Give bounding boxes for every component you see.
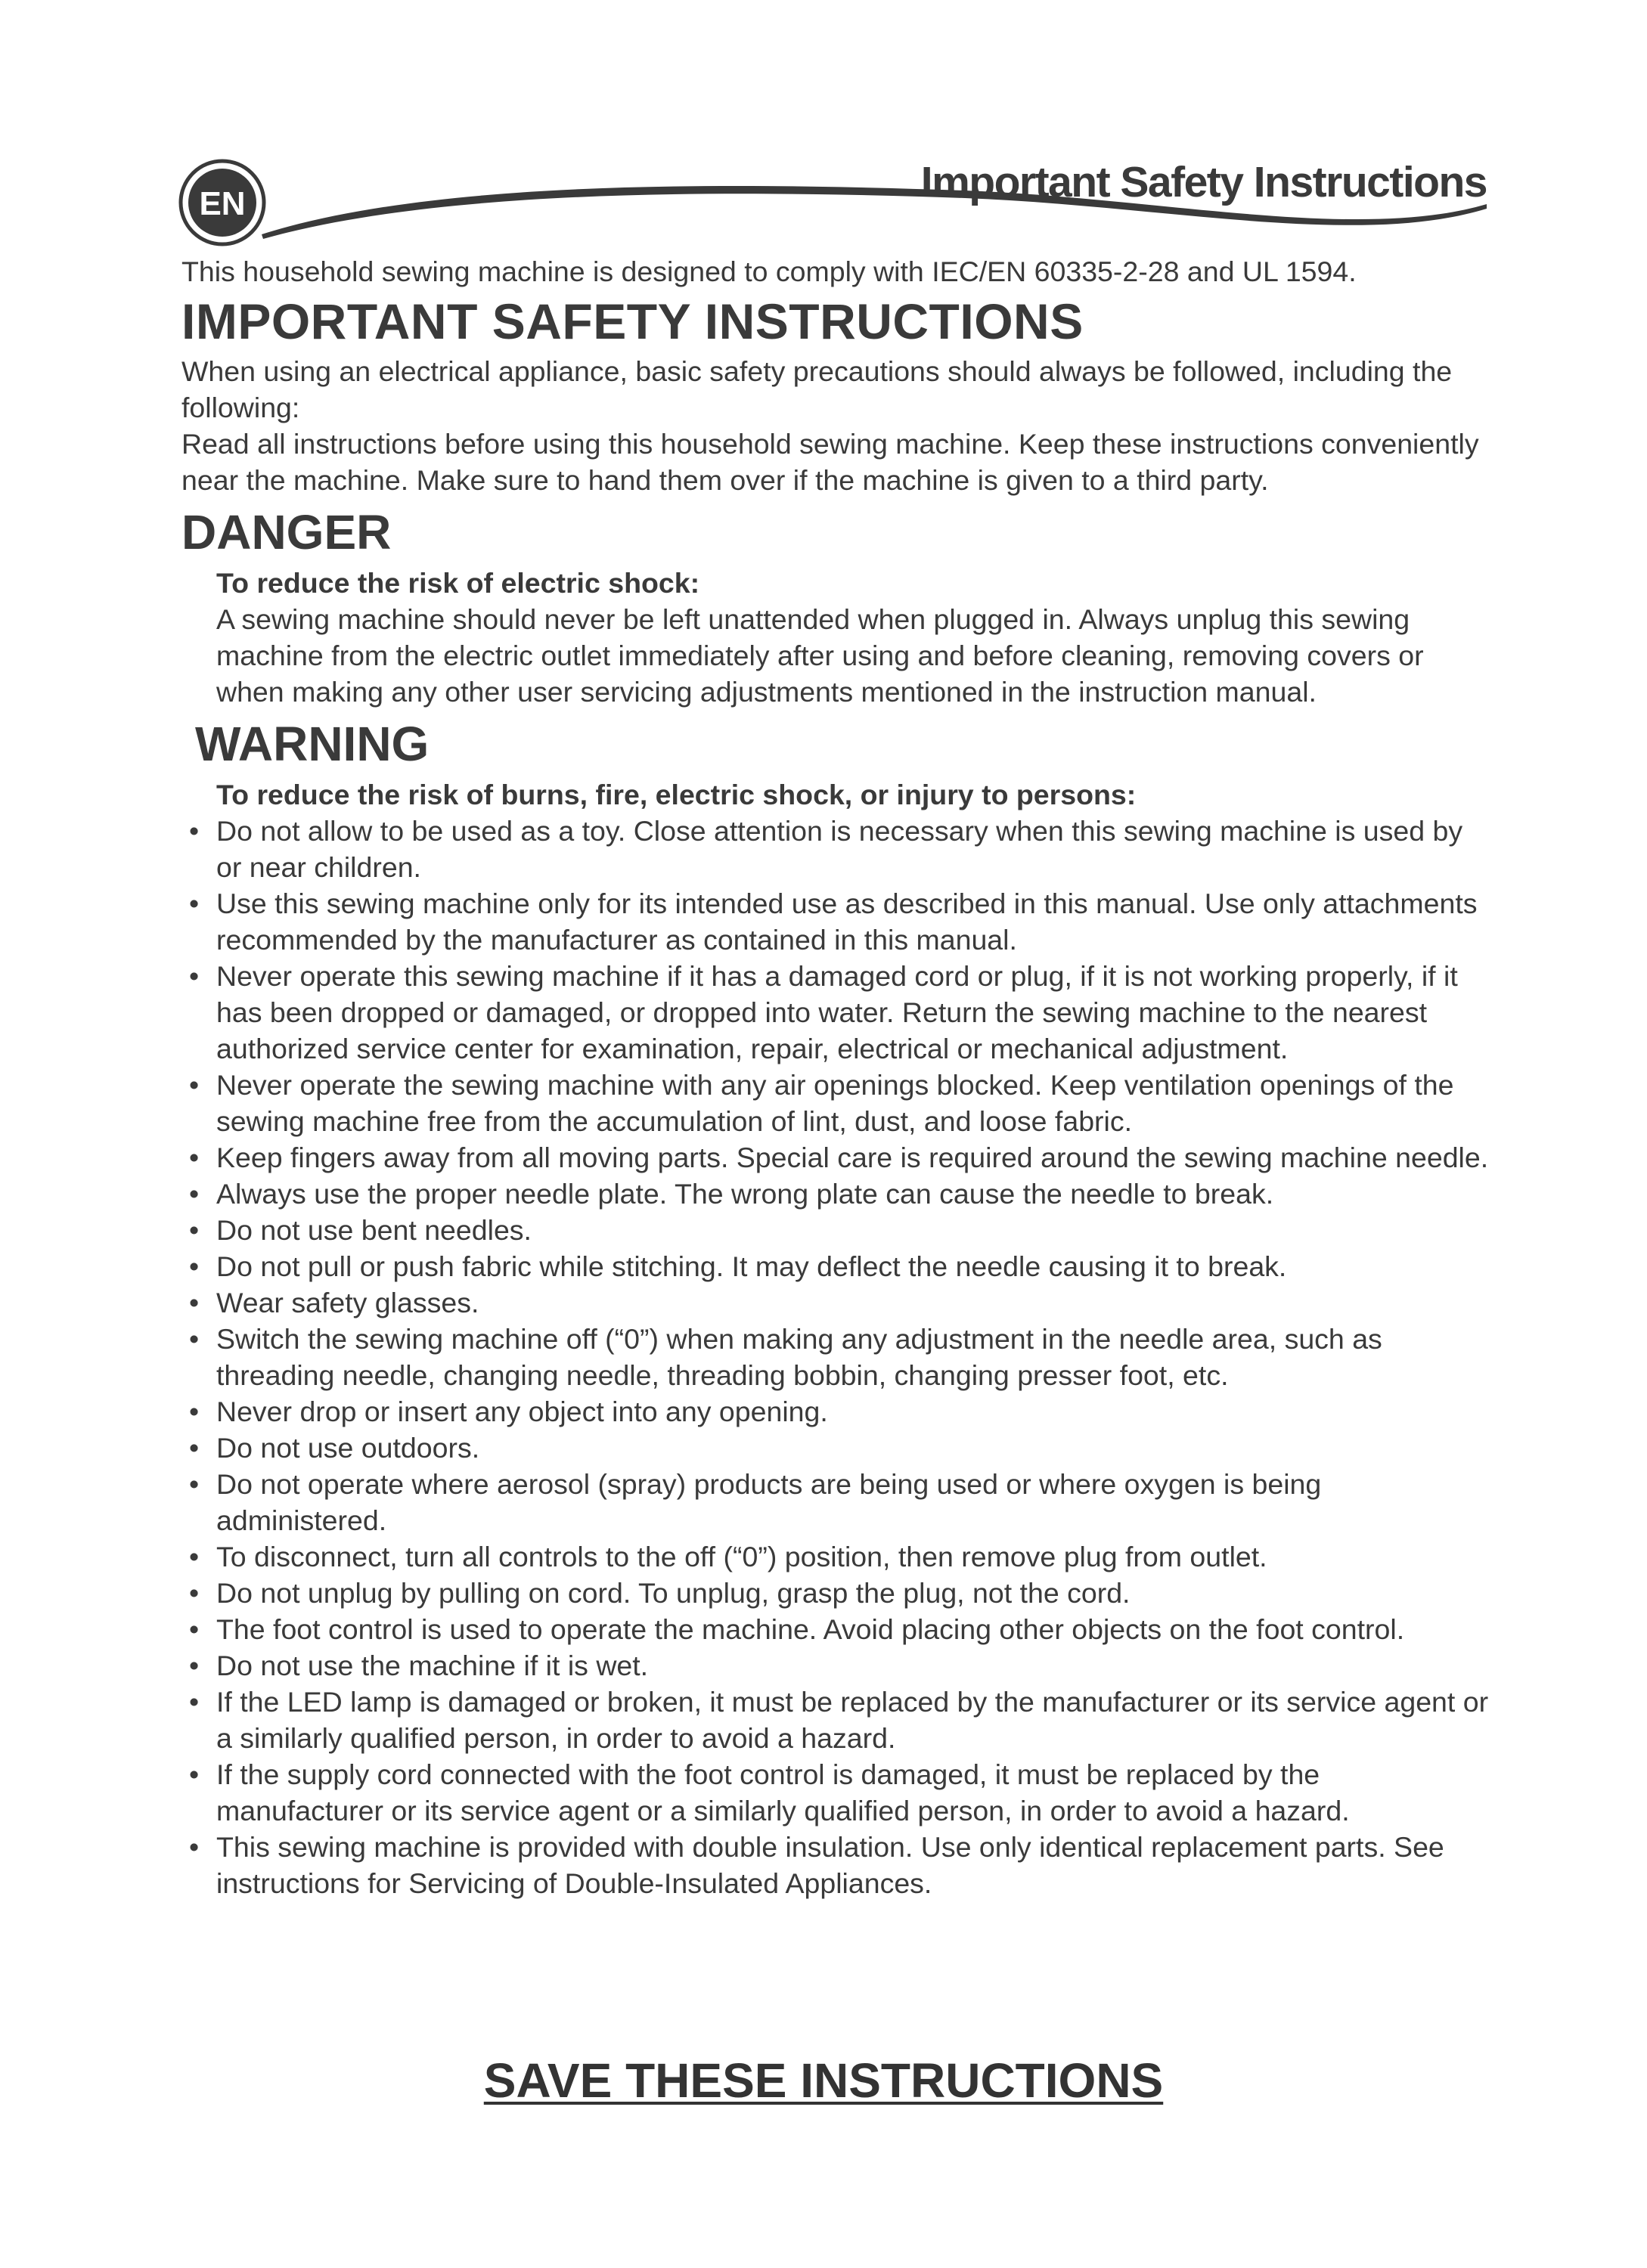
list-item: • This sewing machine is provided with double insulation. Use only identical replacement parts. See instructions for Servicing of Double-Insulated Appliances. bbox=[181, 1829, 1490, 1901]
list-item: • Wear safety glasses. bbox=[181, 1284, 1490, 1321]
list-item: • To disconnect, turn all controls to the off (“0”) position, then remove plug from outlet. bbox=[181, 1538, 1490, 1575]
list-item: • Do not operate where aerosol (spray) products are being used or where oxygen is being administered. bbox=[181, 1466, 1490, 1538]
list-item: • Do not pull or push fabric while stitching. It may deflect the needle causing it to break. bbox=[181, 1248, 1490, 1284]
precautions-paragraph: When using an electrical appliance, basic safety precautions should always be followed, including the following: bbox=[181, 355, 1453, 423]
list-item: • Use this sewing machine only for its intended use as described in this manual. Use only attachments recommended by the manufacturer as contained in this manual. bbox=[181, 885, 1490, 958]
read-all-paragraph: Read all instructions before using this household sewing machine. Keep these instructions conveniently near the machine. Make sure to hand them over if the machine is given to a third party. bbox=[181, 428, 1479, 496]
warning-heading: WARNING bbox=[195, 717, 430, 771]
list-item: • If the supply cord connected with the foot control is damaged, it must be replaced by the manufacturer or its service agent or a similarly qualified person, in order to avoid a hazard. bbox=[181, 1756, 1490, 1829]
list-item: • Never operate the sewing machine with any air openings blocked. Keep ventilation openings of the sewing machine free from the accumulation of lint, dust, and loose fabric. bbox=[181, 1067, 1490, 1139]
list-item: • Do not allow to be used as a toy. Close attention is necessary when this sewing machine is used by or near children. bbox=[181, 813, 1490, 885]
compliance-intro: This household sewing machine is designed to comply with IEC/EN 60335-2-28 and UL 1594. bbox=[181, 256, 1357, 287]
list-item: • Do not unplug by pulling on cord. To unplug, grasp the plug, not the cord. bbox=[181, 1575, 1490, 1611]
danger-subheading: To reduce the risk of electric shock: bbox=[216, 567, 700, 599]
list-item: • Never operate this sewing machine if it has a damaged cord or plug, if it is not working properly, if it has been dropped or damaged, or dropped into water. Return the sewing machine to the nearest authorized service center for examination, repair, electrical or mechanical adjustment. bbox=[181, 958, 1490, 1067]
content bbox=[181, 253, 1490, 1901]
list-item: • Do not use bent needles. bbox=[181, 1212, 1490, 1248]
list-item: • Keep fingers away from all moving parts. Special care is required around the sewing machine needle. bbox=[181, 1139, 1490, 1176]
en-badge-label: EN bbox=[199, 185, 246, 222]
list-item: • If the LED lamp is damaged or broken, it must be replaced by the manufacturer or its service agent or a similarly qualified person, in order to avoid a hazard. bbox=[181, 1684, 1490, 1756]
save-instructions-text: SAVE THESE INSTRUCTIONS bbox=[483, 2053, 1164, 2108]
warning-list bbox=[181, 813, 1490, 1901]
list-item: • The foot control is used to operate the machine. Avoid placing other objects on the foot control. bbox=[181, 1611, 1490, 1647]
list-item: • Never drop or insert any object into any opening. bbox=[181, 1393, 1490, 1430]
list-item: • Switch the sewing machine off (“0”) when making any adjustment in the needle area, such as threading needle, changing needle, threading bobbin, changing presser foot, etc. bbox=[181, 1321, 1490, 1393]
main-heading: IMPORTANT SAFETY INSTRUCTIONS bbox=[181, 293, 1084, 349]
list-item: • Always use the proper needle plate. The wrong plate can cause the needle to break. bbox=[181, 1176, 1490, 1212]
warning-subheading: To reduce the risk of burns, fire, electric shock, or injury to persons: bbox=[216, 779, 1137, 810]
header-title: Important Safety Instructions bbox=[920, 158, 1487, 206]
page-header bbox=[178, 151, 1487, 257]
danger-text: A sewing machine should never be left unattended when plugged in. Always unplug this sewing machine from the electric outlet immediately after using and before cleaning, removing covers or when making any other user servicing adjustments mentioned in the instruction manual. bbox=[216, 603, 1424, 708]
danger-heading: DANGER bbox=[181, 505, 392, 559]
list-item: • Do not use the machine if it is wet. bbox=[181, 1647, 1490, 1684]
list-item: • Do not use outdoors. bbox=[181, 1430, 1490, 1466]
en-language-badge bbox=[178, 159, 266, 246]
save-instructions-heading bbox=[0, 2053, 1647, 2108]
